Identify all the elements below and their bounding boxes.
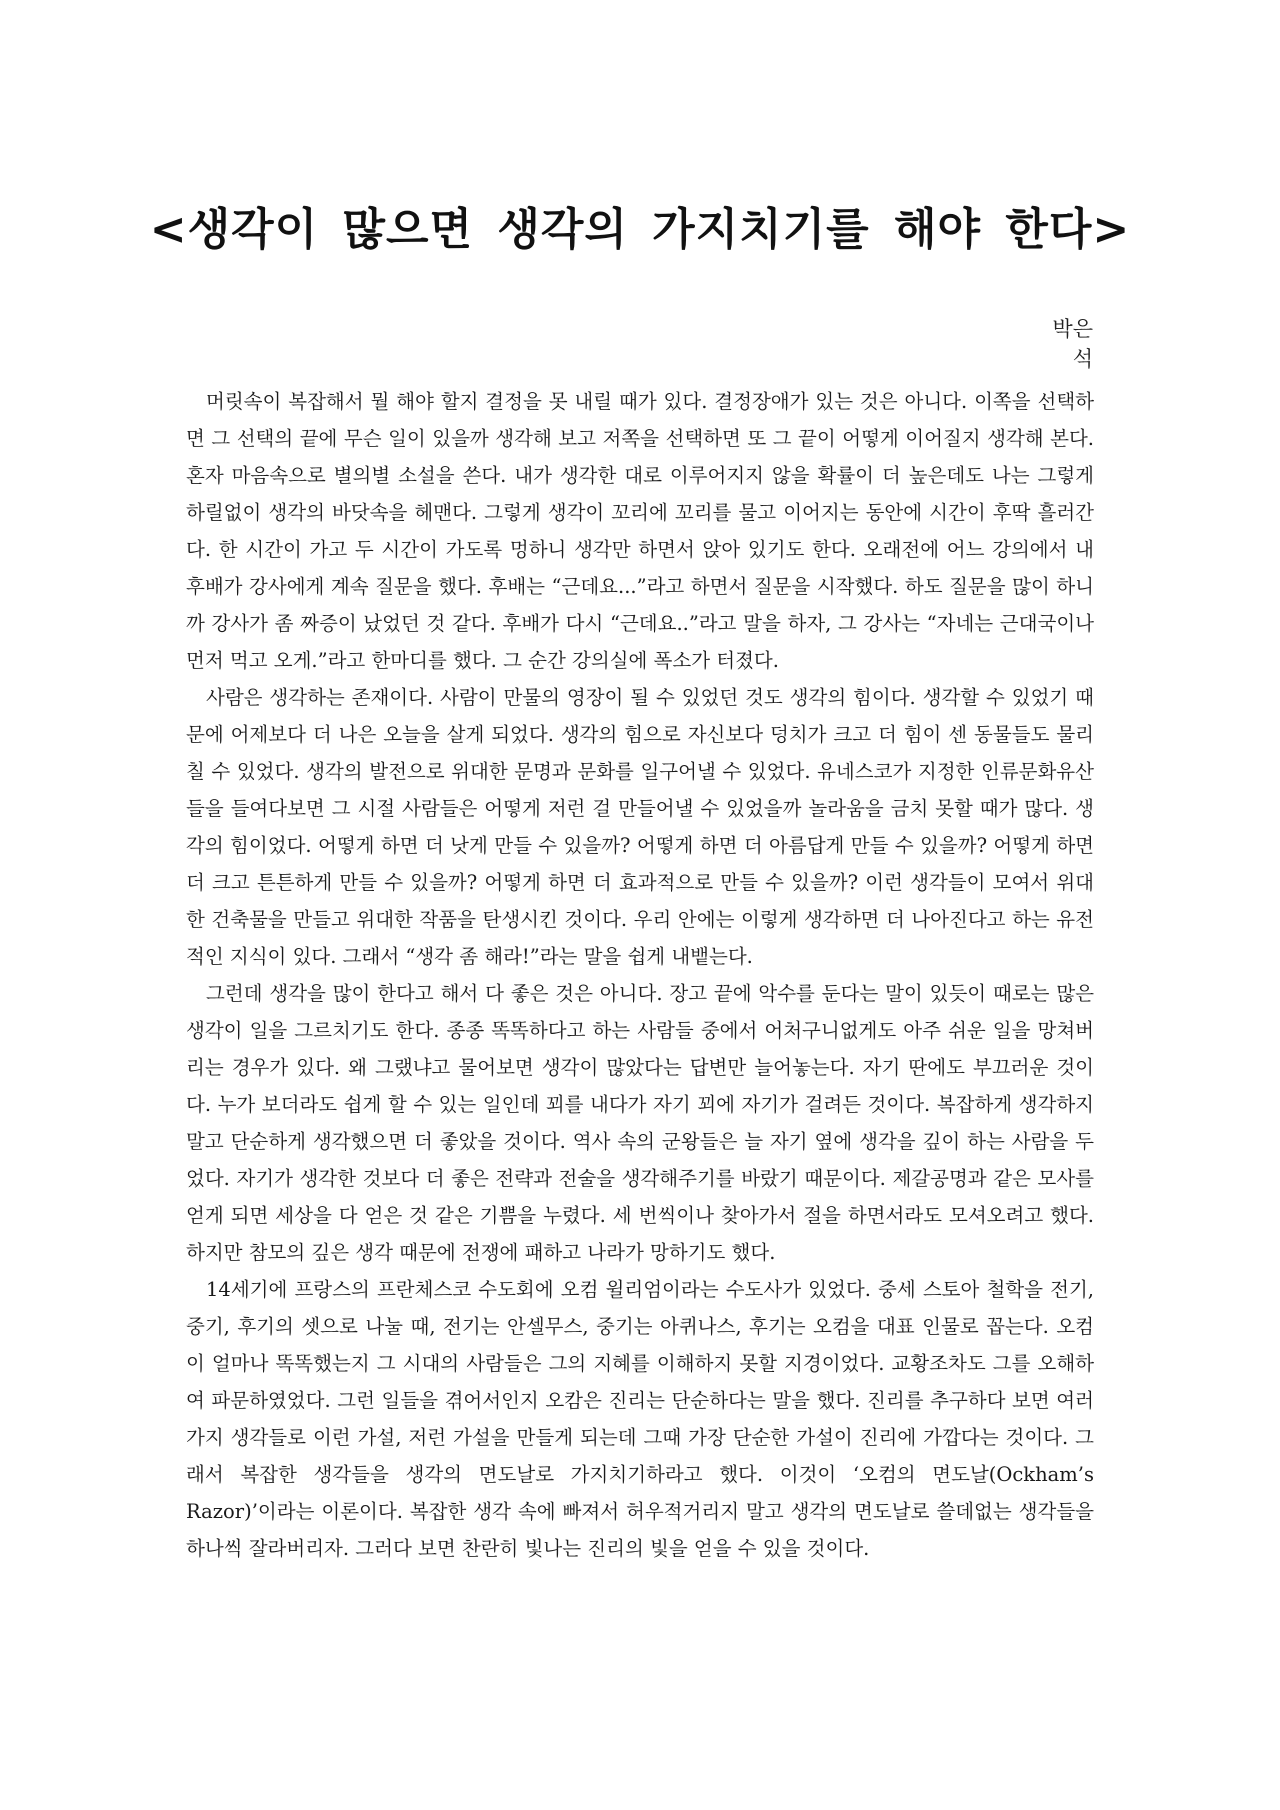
document-title: <생각이 많으면 생각의 가지치기를 해야 한다>	[149, 204, 1131, 255]
author-name: 박은석	[1052, 317, 1093, 371]
document-body	[186, 383, 1094, 1567]
paragraph-1: 머릿속이 복잡해서 뭘 해야 할지 결정을 못 내릴 때가 있다. 결정장애가 있는 것은 아니다. 이쪽을 선택하면 그 선택의 끝에 무슨 일이 있을까 생각해 보고 저쪽을 선택하면 또 그 끝이 어떻게 이어질지 생각해 본다. 혼자 마음속으로 별의별 소설을 쓴다. 내가 생각한 대로 이루어지지 않을 확률이 더 높은데도 나는 그렇게 하릴없이 생각의 바닷속을 헤맨다. 그렇게 생각이 꼬리에 꼬리를 물고 이어지는 동안에 시간이 후딱 흘러간다. 한 시간이 가고 두 시간이 가도록 멍하니 생각만 하면서 앉아 있기도 한다. 오래전에 어느 강의에서 내 후배가 강사에게 계속 질문을 했다. 후배는 “근데요...”라고 하면서 질문을 시작했다. 하도 질문을 많이 하니까 강사가 좀 짜증이 났었던 것 같다. 후배가 다시 “근데요..”라고 말을 하자, 그 강사는 “자네는 근대국이나 먼저 먹고 오게.”라고 한마디를 했다. 그 순간 강의실에 폭소가 터졌다.	[186, 390, 1094, 672]
paragraph-3: 그런데 생각을 많이 한다고 해서 다 좋은 것은 아니다. 장고 끝에 악수를 둔다는 말이 있듯이 때로는 많은 생각이 일을 그르치기도 한다. 종종 똑똑하다고 하는 사람들 중에서 어처구니없게도 아주 쉬운 일을 망쳐버리는 경우가 있다. 왜 그랬냐고 물어보면 생각이 많았다는 답변만 늘어놓는다. 자기 딴에도 부끄러운 것이다. 누가 보더라도 쉽게 할 수 있는 일인데 꾀를 내다가 자기 꾀에 자기가 걸려든 것이다. 복잡하게 생각하지 말고 단순하게 생각했으면 더 좋았을 것이다. 역사 속의 군왕들은 늘 자기 옆에 생각을 깊이 하는 사람을 두었다. 자기가 생각한 것보다 더 좋은 전략과 전술을 생각해주기를 바랐기 때문이다. 제갈공명과 같은 모사를 얻게 되면 세상을 다 얻은 것 같은 기쁨을 누렸다. 세 번씩이나 찾아가서 절을 하면서라도 모셔오려고 했다. 하지만 참모의 깊은 생각 때문에 전쟁에 패하고 나라가 망하기도 했다.	[186, 982, 1094, 1264]
paragraph-4: 14세기에 프랑스의 프란체스코 수도회에 오컴 윌리엄이라는 수도사가 있었다. 중세 스토아 철학을 전기, 중기, 후기의 셋으로 나눌 때, 전기는 안셀무스, 중기는 아퀴나스, 후기는 오컴을 대표 인물로 꼽는다. 오컴이 얼마나 똑똑했는지 그 시대의 사람들은 그의 지혜를 이해하지 못할 지경이었다. 교황조차도 그를 오해하여 파문하였었다. 그런 일들을 겪어서인지 오캄은 진리는 단순하다는 말을 했다. 진리를 추구하다 보면 여러 가지 생각들로 이런 가설, 저런 가설을 만들게 되는데 그때 가장 단순한 가설이 진리에 가깝다는 것이다. 그래서 복잡한 생각들을 생각의 면도날로 가지치기하라고 했다. 이것이 ‘오컴의 면도날(Ockham’s Razor)’이라는 이론이다. 복잡한 생각 속에 빠져서 허우적거리지 말고 생각의 면도날로 쓸데없는 생각들을 하나씩 잘라버리자. 그러다 보면 찬란히 빛나는 진리의 빛을 얻을 수 있을 것이다.	[186, 1278, 1094, 1560]
paragraph-2: 사람은 생각하는 존재이다. 사람이 만물의 영장이 될 수 있었던 것도 생각의 힘이다. 생각할 수 있었기 때문에 어제보다 더 나은 오늘을 살게 되었다. 생각의 힘으로 자신보다 덩치가 크고 더 힘이 센 동물들도 물리칠 수 있었다. 생각의 발전으로 위대한 문명과 문화를 일구어낼 수 있었다. 유네스코가 지정한 인류문화유산들을 들여다보면 그 시절 사람들은 어떻게 저런 걸 만들어낼 수 있었을까 놀라움을 금치 못할 때가 많다. 생각의 힘이었다. 어떻게 하면 더 낫게 만들 수 있을까? 어떻게 하면 더 아름답게 만들 수 있을까? 어떻게 하면 더 크고 튼튼하게 만들 수 있을까? 어떻게 하면 더 효과적으로 만들 수 있을까? 이런 생각들이 모여서 위대한 건축물을 만들고 위대한 작품을 탄생시킨 것이다. 우리 안에는 이렇게 생각하면 더 나아진다고 하는 유전적인 지식이 있다. 그래서 “생각 좀 해라!”라는 말을 쉽게 내뱉는다.	[186, 686, 1094, 968]
